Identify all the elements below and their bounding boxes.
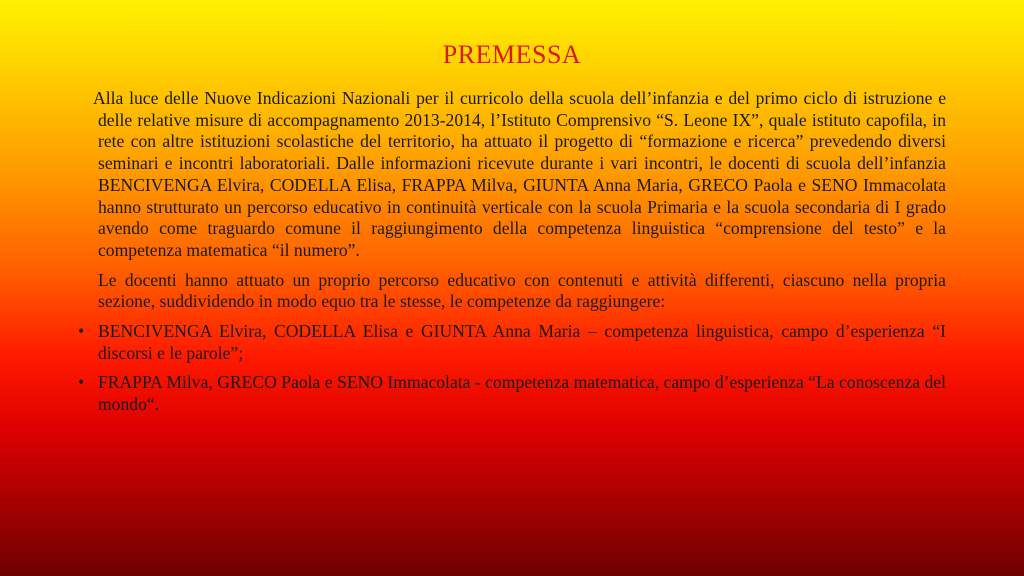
list-item <box>76 321 946 364</box>
slide-body <box>76 88 946 424</box>
competence-list <box>76 321 946 416</box>
list-item-text: FRAPPA Milva, GRECO Paola e SENO Immacolata - competenza matematica, campo d’esperienza “La conoscenza del mondo“. <box>98 372 946 415</box>
slide-title: PREMESSA <box>442 40 582 69</box>
intro-paragraph: Alla luce delle Nuove Indicazioni Nazionali per il curricolo della scuola dell’infanzia e del primo ciclo di istruzione e delle relative misure di accompagnamento 2013-2014, l’Istituto Comprensivo “S. Leone IX”, quale istituto capofila, in rete con altre istituzioni scolastiche del territorio, ha attuato il progetto di “formazione e ricerca” prevedendo diversi seminari e incontri laboratoriali. Dalle informazioni ricevute durante i vari incontri, le docenti di scuola dell’infanzia BENCIVENGA Elvira, CODELLA Elisa, FRAPPA Milva, GIUNTA Anna Maria, GRECO Paola e SENO Immacolata hanno strutturato un percorso educativo in continuità verticale con la scuola Primaria e la scuola secondaria di I grado avendo come traguardo comune il raggiungimento della competenza linguistica “comprensione del testo” e la competenza matematica “il numero”. <box>93 88 946 260</box>
teachers-paragraph: Le docenti hanno attuato un proprio percorso educativo con contenuti e attività differenti, ciascuno nella propria sezione, suddividendo in modo equo tra le stesse, le competenze da raggiungere: <box>98 269 946 312</box>
bullet-icon: • <box>78 321 85 342</box>
list-item-text: BENCIVENGA Elvira, CODELLA Elisa e GIUNTA Anna Maria – competenza linguistica, campo d’esperienza “I discorsi e le parole”; <box>98 321 946 363</box>
list-item <box>76 372 946 415</box>
bullet-icon: • <box>78 372 85 393</box>
